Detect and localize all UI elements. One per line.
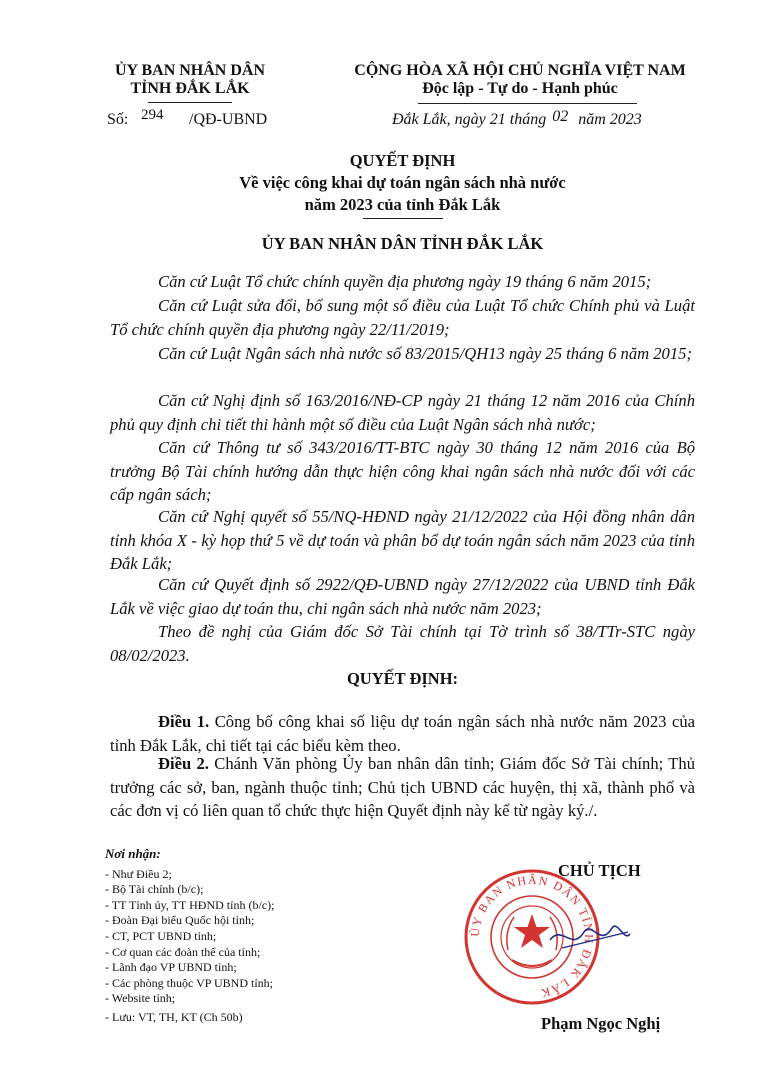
- basis-item: Căn cứ Nghị quyết số 55/NQ-HĐND ngày 21/12/2022 của Hội đồng nhân dân tỉnh khóa X - kỳ họp thứ 5 về dự toán và phân bổ dự toán ngân sách năm 2023 của tỉnh Đắk Lắk;: [110, 507, 695, 573]
- country-name: CỘNG HÒA XÃ HỘI CHỦ NGHĨA VIỆT NAM: [354, 62, 686, 79]
- motto-underline: [418, 103, 637, 104]
- seal-text: ỦY BAN NHÂN DÂN TỈNH ĐẮK LẮK: [467, 872, 597, 1001]
- article-1-text: Công bố công khai số liệu dự toán ngân sách nhà nước năm 2023 của tỉnh Đắk Lắk, chi tiết tại các biểu kèm theo.: [110, 712, 696, 755]
- issuer-heading: ỦY BAN NHÂN DÂN TỈNH ĐẮK LẮK: [261, 234, 544, 253]
- basis-item: Căn cứ Thông tư số 343/2016/TT-BTC ngày 30 tháng 12 năm 2016 của Bộ trưởng Bộ Tài chính hướng dẫn thực hiện công khai ngân sách nhà nước đối với các cấp ngân sách;: [110, 438, 695, 504]
- basis-item: Căn cứ Luật sửa đổi, bổ sung một số điều của Luật Tổ chức Chính phủ và Luật Tổ chức chính quyền địa phương ngày 22/11/2019;: [110, 296, 695, 339]
- number-value: 294: [141, 107, 164, 123]
- org-underline: [148, 102, 232, 103]
- recipient-item: - CT, PCT UBND tỉnh;: [105, 928, 217, 943]
- date-suffix: năm 2023: [578, 111, 642, 128]
- article-2-text: Chánh Văn phòng Ủy ban nhân dân tỉnh; Giám đốc Sở Tài chính; Thủ trưởng các sở, ban, ngành thuộc tỉnh; Chủ tịch UBND các huyện, thị xã, thành phố và các đơn vị có liên quan tổ chức thực hiện Quyết định này kể từ ngày ký./.: [110, 754, 695, 820]
- number-suffix: /QĐ-UBND: [189, 111, 268, 128]
- title-underline: [363, 218, 443, 219]
- basis-item: Căn cứ Quyết định số 2922/QĐ-UBND ngày 27/12/2022 của UBND tỉnh Đắk Lắk về việc giao dự toán thu, chi ngân sách nhà nước năm 2023;: [110, 575, 695, 618]
- recipient-item: - Lãnh đạo VP UBND tỉnh;: [105, 960, 237, 975]
- article-2: [110, 752, 695, 823]
- basis-item: Căn cứ Nghị định số 163/2016/NĐ-CP ngày 21 tháng 12 năm 2016 của Chính phủ quy định chi tiết thi hành một số điều của Luật Ngân sách nhà nước;: [110, 391, 695, 434]
- recipient-item: - TT Tỉnh ủy, TT HĐND tỉnh (b/c);: [105, 897, 275, 912]
- title-subject-line2: năm 2023 của tỉnh Đắk Lắk: [304, 195, 501, 214]
- title-subject-line1: Về việc công khai dự toán ngân sách nhà nước: [239, 173, 566, 192]
- document-date: [392, 108, 642, 129]
- number-prefix: Số:: [107, 111, 129, 128]
- basis-item: Theo đề nghị của Giám đốc Sở Tài chính tại Tờ trình số 38/TTr-STC ngày 08/02/2023.: [110, 622, 695, 665]
- recipient-item: - Các phòng thuộc VP UBND tỉnh;: [105, 975, 273, 990]
- motto: Độc lập - Tự do - Hạnh phúc: [422, 80, 618, 97]
- title-heading: QUYẾT ĐỊNH: [349, 151, 456, 170]
- recipient-item: - Cơ quan các đoàn thể của tỉnh;: [105, 944, 261, 959]
- basis-item: Căn cứ Luật Ngân sách nhà nước số 83/2015/QH13 ngày 25 tháng 6 năm 2015;: [158, 344, 692, 363]
- recipient-item: - Như Điều 2;: [105, 866, 172, 881]
- org-name: [100, 62, 280, 98]
- date-prefix: Đắk Lắk, ngày 21 tháng: [392, 111, 547, 128]
- org-line1: ỦY BAN NHÂN DÂN: [114, 62, 266, 79]
- recipient-item: - Đoàn Đại biểu Quốc hội tỉnh;: [105, 913, 255, 928]
- article-1-label: Điều 1.: [158, 712, 210, 731]
- recipients-title: Nơi nhận:: [105, 846, 161, 861]
- recipient-item: - Bộ Tài chính (b/c);: [105, 882, 204, 897]
- recipient-item: - Website tỉnh;: [105, 991, 176, 1006]
- signer-name: Phạm Ngọc Nghị: [541, 1014, 661, 1033]
- article-2-label: Điều 2.: [158, 754, 209, 773]
- decision-heading: QUYẾT ĐỊNH:: [346, 669, 459, 688]
- signature-title: CHỦ TỊCH: [558, 861, 641, 880]
- document-title: [110, 150, 695, 216]
- org-line2: TỈNH ĐẮK LẮK: [130, 80, 250, 97]
- document-number: [107, 107, 268, 129]
- recipient-item: - Lưu: VT, TH, KT (Ch 50b): [105, 1009, 243, 1024]
- country-block: [330, 62, 710, 98]
- official-seal: [442, 862, 642, 1012]
- date-month: 02: [552, 108, 569, 125]
- basis-item: Căn cứ Luật Tổ chức chính quyền địa phương ngày 19 tháng 6 năm 2015;: [158, 272, 652, 291]
- recipients-block: [105, 846, 274, 1026]
- article-1: [110, 710, 695, 757]
